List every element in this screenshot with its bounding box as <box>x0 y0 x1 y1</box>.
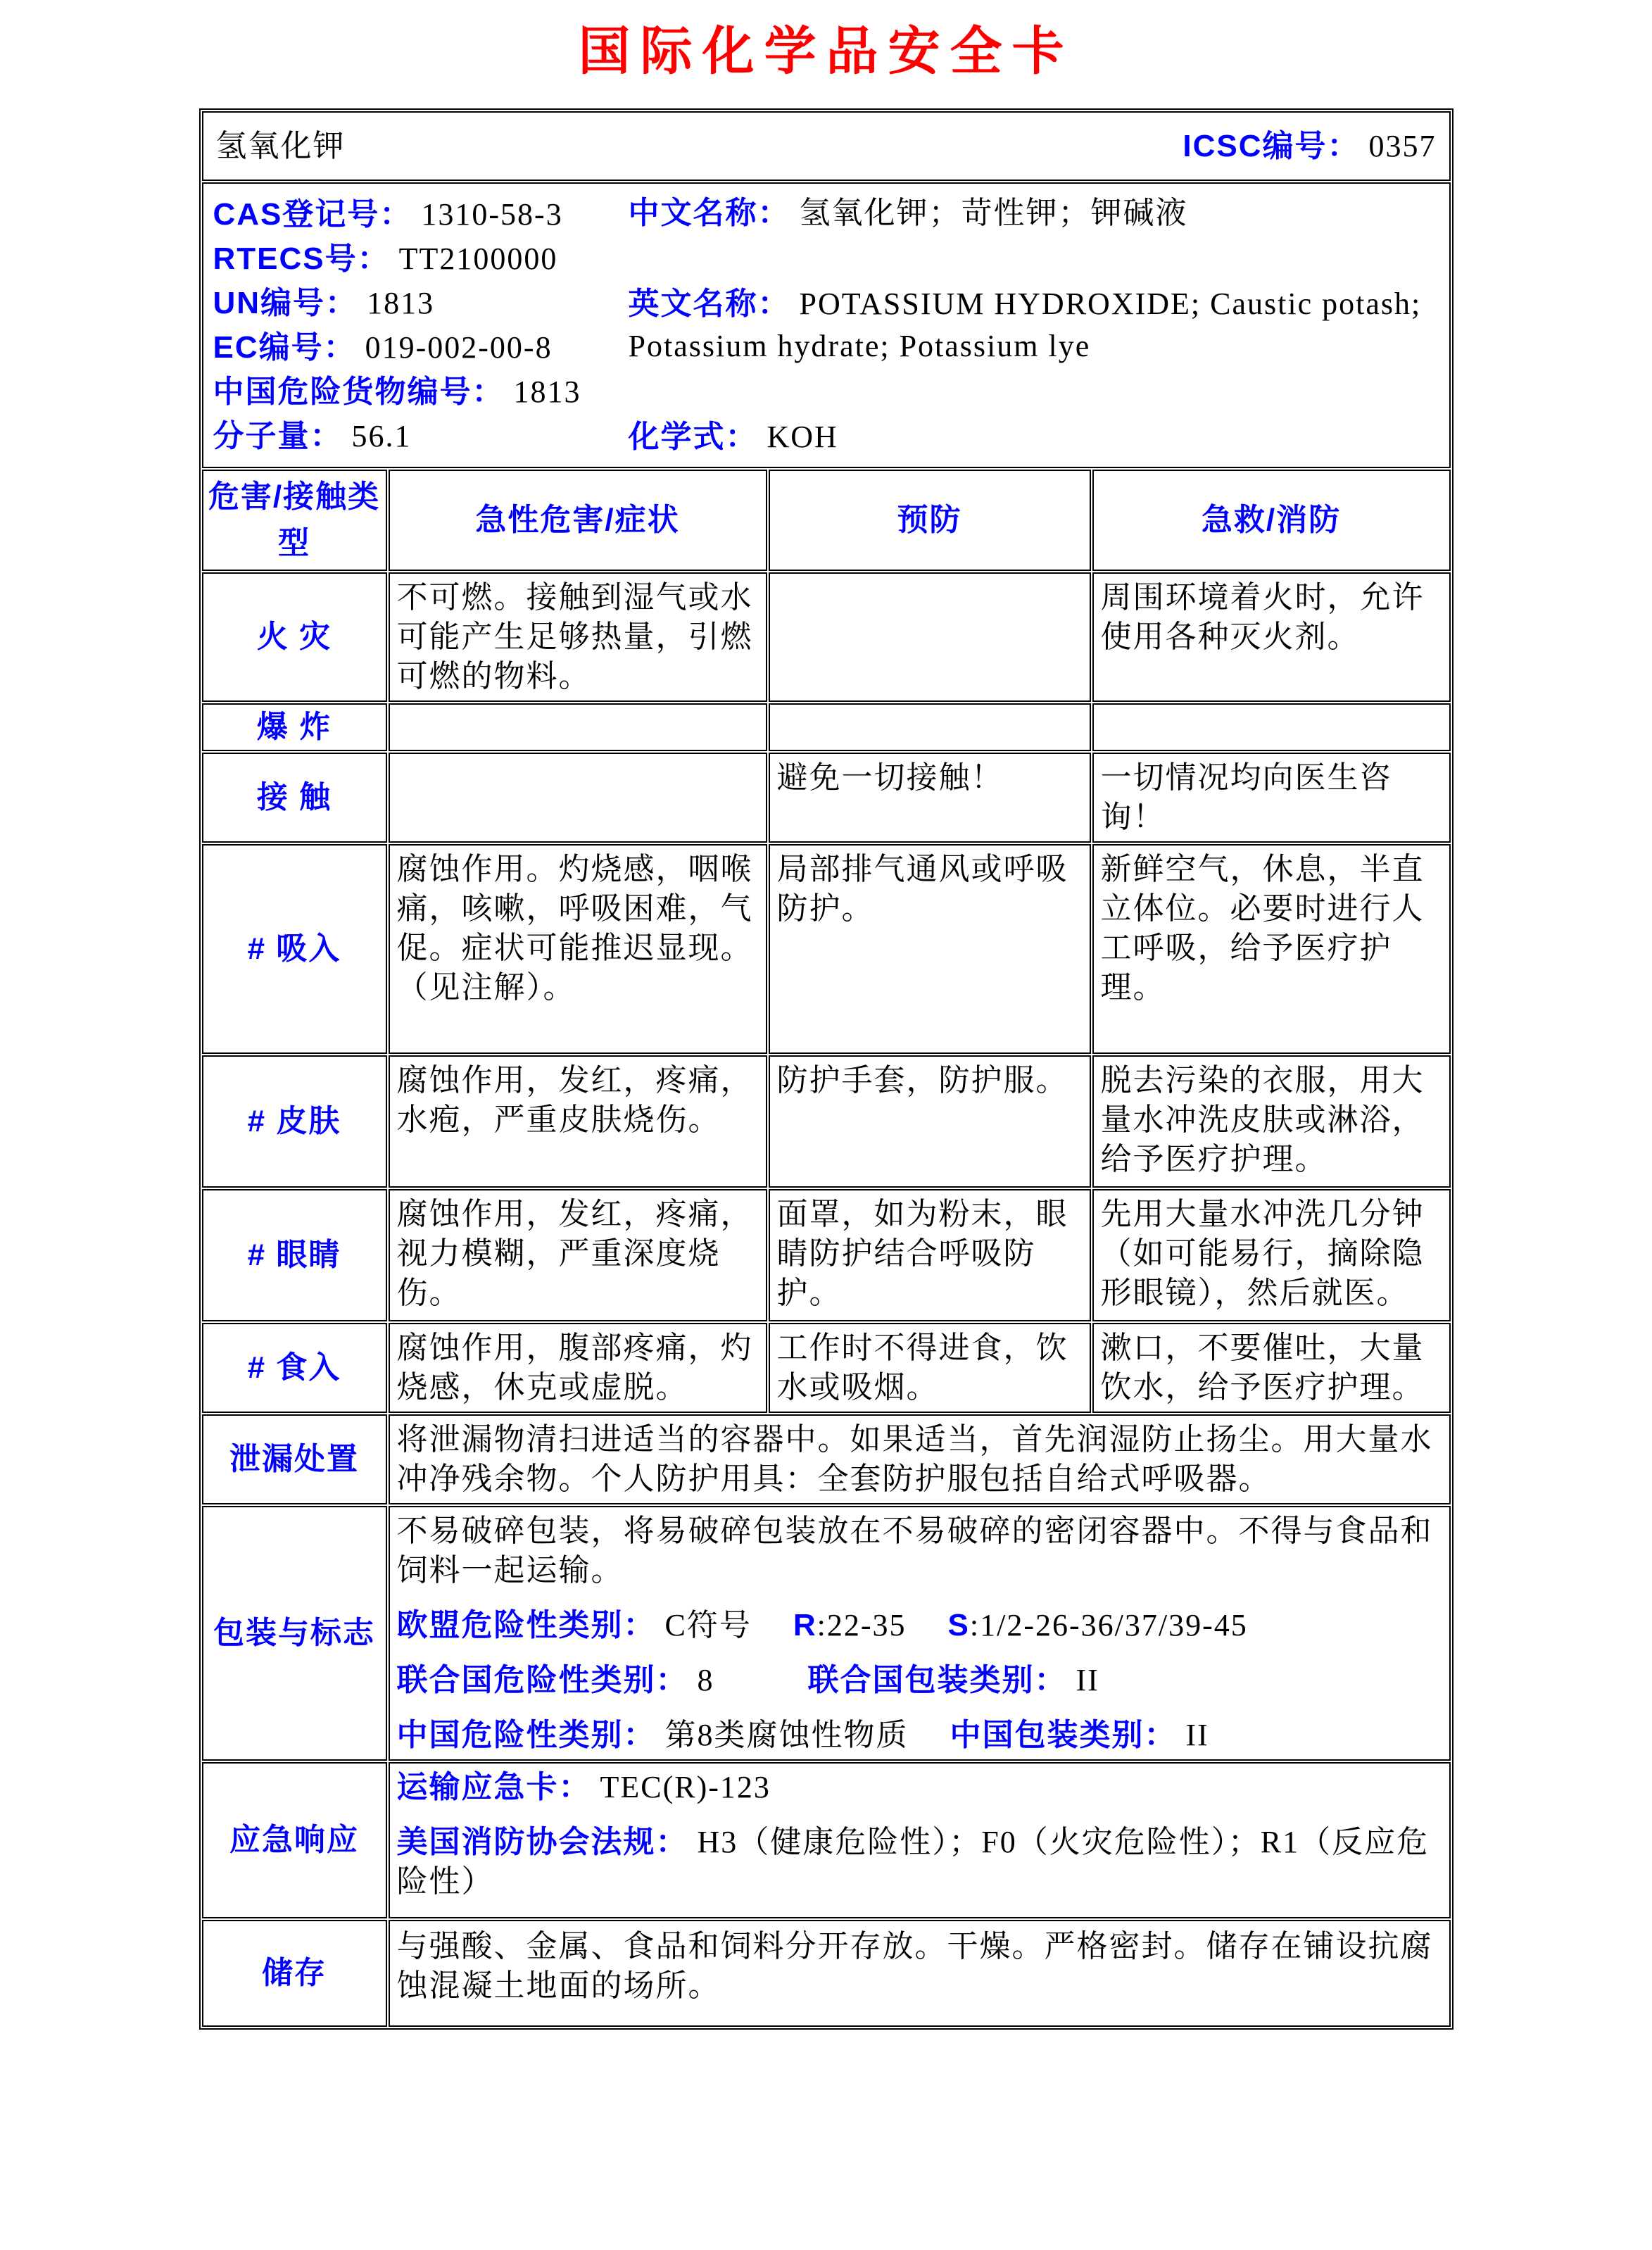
r-phrase-label: R <box>793 1608 817 1642</box>
chinese-name-line <box>629 192 1439 234</box>
packaging-un-line <box>397 1661 1442 1700</box>
china-dg-number-value: 1813 <box>513 375 581 409</box>
molecular-weight-label: 分子量： <box>213 419 343 453</box>
skin-first-aid-cell <box>1092 1055 1451 1188</box>
row-label-contact: 接 触 <box>202 753 387 843</box>
row-label-eyes: # 眼睛 <box>202 1189 387 1321</box>
hazard-row-explosion <box>202 703 1451 751</box>
s-phrase-value: :1/2-26-36/37/39-45 <box>969 1608 1248 1642</box>
name-row-cell <box>202 111 1451 181</box>
english-name-value: POTASSIUM HYDROXIDE; Caustic potash; Potassium hydrate; Potassium lye <box>628 287 1422 363</box>
row-label-fire: 火 灾 <box>202 572 387 702</box>
spill-content-text: 将泄漏物清扫进适当的容器中。如果适当，首先润湿防止扬尘。用大量水冲净残余物。个人防护用具：全套防护服包括自给式呼吸器。 <box>396 1422 1433 1496</box>
header-prevention: 预防 <box>769 470 1091 571</box>
header-first-aid: 急救/消防 <box>1092 470 1451 571</box>
explosion-symptoms-cell <box>389 703 767 751</box>
inhalation-prevention-cell <box>769 844 1091 1054</box>
header-hazard-type: 危害/接触类型 <box>202 470 387 571</box>
inhalation-symptoms-cell <box>389 844 767 1054</box>
skin-prevention-cell <box>769 1055 1091 1188</box>
packaging-content-cell <box>389 1506 1451 1761</box>
identifiers-row <box>202 182 1451 468</box>
contact-first-aid-text: 一切情况均向医生咨询！ <box>1100 760 1392 834</box>
contact-prevention-cell <box>769 753 1091 843</box>
un-number-line <box>213 281 629 325</box>
response-tec-line <box>397 1768 1442 1807</box>
hazard-row-contact <box>202 753 1451 843</box>
eu-class-label: 欧盟危险性类别： <box>396 1608 656 1642</box>
ingestion-symptoms-cell <box>389 1323 767 1413</box>
icsc-card-table <box>199 108 1454 2030</box>
molecular-weight-value: 56.1 <box>351 419 412 453</box>
icsc-number-value: 0357 <box>1368 128 1437 163</box>
un-number-value: 1813 <box>367 286 435 320</box>
skin-first-aid-text: 脱去污染的衣服，用大量水冲洗皮肤或淋浴，给予医疗护理。 <box>1100 1063 1425 1176</box>
eu-class-value: C符号 <box>664 1608 752 1642</box>
packaging-intro: 不易破碎包装，将易破碎包装放在不易破碎的密闭容器中。不得与食品和饲料一起运输。 <box>396 1514 1433 1588</box>
response-nfpa-line <box>397 1823 1442 1902</box>
storage-row <box>202 1920 1451 2027</box>
hazard-row-skin <box>202 1055 1451 1188</box>
eyes-symptoms-cell <box>389 1189 767 1321</box>
rtecs-number-line <box>213 237 629 281</box>
cas-number-value: 1310-58-3 <box>421 197 563 232</box>
packaging-eu-line <box>397 1606 1442 1645</box>
page-title: 国际化学品安全卡 <box>578 22 1074 80</box>
un-class-value: 8 <box>697 1663 714 1697</box>
ingestion-first-aid-text: 漱口，不要催吐，大量饮水，给予医疗护理。 <box>1100 1331 1425 1404</box>
section-label-response: 应急响应 <box>202 1762 387 1918</box>
inhalation-first-aid-text: 新鲜空气，休息，半直立体位。必要时进行人工呼吸，给予医疗护理。 <box>1100 852 1425 1005</box>
row-label-skin: # 皮肤 <box>202 1055 387 1188</box>
hazard-row-inhalation <box>202 844 1451 1054</box>
formula-line <box>629 416 1439 458</box>
row-label-inhalation: # 吸入 <box>202 844 387 1054</box>
un-pack-value: II <box>1076 1663 1099 1697</box>
ingestion-first-aid-cell <box>1092 1323 1451 1413</box>
contact-prevention-text: 避免一切接触！ <box>776 760 1004 795</box>
storage-content-text: 与强酸、金属、食品和饲料分开存放。干燥。严格密封。储存在铺设抗腐蚀混凝土地面的场所。 <box>396 1929 1433 2003</box>
eyes-symptoms-text: 腐蚀作用，发红，疼痛，视力模糊，严重深度烧伤。 <box>396 1197 753 1310</box>
identifiers-cell <box>202 182 1451 468</box>
fire-first-aid-cell <box>1092 572 1451 702</box>
eyes-prevention-cell <box>769 1189 1091 1321</box>
section-label-packaging: 包装与标志 <box>202 1506 387 1761</box>
inhalation-symptoms-text: 腐蚀作用。灼烧感，咽喉痛，咳嗽，呼吸困难，气促。症状可能推迟显现。（见注解）。 <box>396 852 753 1005</box>
packaging-cn-line <box>397 1716 1442 1755</box>
china-dg-number-line <box>213 370 629 414</box>
english-name-label: 英文名称： <box>628 287 790 321</box>
ec-number-line <box>213 325 629 370</box>
r-phrase-value: :22-35 <box>816 1608 907 1642</box>
skin-symptoms-text: 腐蚀作用，发红，疼痛，水疱，严重皮肤烧伤。 <box>396 1063 753 1137</box>
rtecs-number-label: RTECS号： <box>213 241 390 276</box>
tec-card-label: 运输应急卡： <box>396 1770 591 1804</box>
fire-symptoms-text: 不可燃。接触到湿气或水可能产生足够热量，引燃可燃的物料。 <box>396 580 753 693</box>
fire-prevention-cell <box>769 572 1091 702</box>
inhalation-first-aid-cell <box>1092 844 1451 1054</box>
s-phrase-label: S <box>947 1608 970 1642</box>
eyes-first-aid-cell <box>1092 1189 1451 1321</box>
section-label-spill: 泄漏处置 <box>202 1414 387 1504</box>
header-symptoms: 急性危害/症状 <box>389 470 767 571</box>
rtecs-number-value: TT2100000 <box>398 241 558 276</box>
fire-symptoms-cell <box>389 572 767 702</box>
molecular-weight-line <box>213 414 629 458</box>
ingestion-symptoms-text: 腐蚀作用，腹部疼痛，灼烧感，休克或虚脱。 <box>396 1331 753 1404</box>
identifiers-right-column <box>629 192 1439 458</box>
inhalation-prevention-text: 局部排气通风或呼吸防护。 <box>776 852 1068 926</box>
un-number-label: UN编号： <box>213 286 358 320</box>
nfpa-label: 美国消防协会法规： <box>396 1825 688 1859</box>
nfpa-value: H3（健康危险性）；F0（火灾危险性）；R1（反应危险性） <box>396 1825 1430 1899</box>
packaging-row <box>202 1506 1451 1761</box>
section-label-storage: 储存 <box>202 1920 387 2027</box>
contact-first-aid-cell <box>1092 753 1451 843</box>
spill-content-cell <box>389 1414 1451 1504</box>
cn-pack-value: II <box>1185 1718 1209 1752</box>
skin-prevention-text: 防护手套，防护服。 <box>776 1063 1068 1098</box>
identifiers-left-column <box>213 192 629 458</box>
cn-class-value: 第8类腐蚀性物质 <box>664 1718 909 1752</box>
tec-card-value: TEC(R)-123 <box>600 1770 771 1804</box>
storage-content-cell <box>389 1920 1451 2027</box>
formula-label: 化学式： <box>628 420 758 454</box>
hazard-row-ingestion <box>202 1323 1451 1413</box>
ingestion-prevention-cell <box>769 1323 1091 1413</box>
cas-number-label: CAS登记号： <box>213 197 412 232</box>
hazard-row-fire <box>202 572 1451 702</box>
un-class-label: 联合国危险性类别： <box>396 1663 688 1697</box>
icsc-number <box>1183 127 1436 166</box>
fire-first-aid-text: 周围环境着火时，允许使用各种灭火剂。 <box>1100 580 1425 654</box>
cas-number-line <box>213 192 629 237</box>
ec-number-label: EC编号： <box>213 330 356 365</box>
chinese-name-label: 中文名称： <box>628 196 790 230</box>
chemical-name: 氢氧化钾 <box>215 128 346 163</box>
un-pack-label: 联合国包装类别： <box>807 1663 1067 1697</box>
response-row <box>202 1762 1451 1918</box>
spill-row <box>202 1414 1451 1504</box>
explosion-prevention-cell <box>769 703 1091 751</box>
contact-symptoms-cell <box>389 753 767 843</box>
hazard-row-eyes <box>202 1189 1451 1321</box>
response-content-cell <box>389 1762 1451 1918</box>
cn-class-label: 中国危险性类别： <box>396 1718 656 1752</box>
cn-pack-label: 中国包装类别： <box>950 1718 1177 1752</box>
ec-number-value: 019-002-00-8 <box>365 330 553 365</box>
eyes-prevention-text: 面罩，如为粉末，眼睛防护结合呼吸防护。 <box>776 1197 1068 1310</box>
formula-value: KOH <box>767 420 838 454</box>
china-dg-number-label: 中国危险货物编号： <box>213 375 505 409</box>
row-label-explosion: 爆 炸 <box>202 703 387 751</box>
chinese-name-value: 氢氧化钾；苛性钾；钾碱液 <box>799 196 1188 230</box>
name-row <box>202 111 1451 181</box>
icsc-number-label: ICSC编号： <box>1183 128 1360 163</box>
skin-symptoms-cell <box>389 1055 767 1188</box>
english-name-line <box>629 283 1439 367</box>
hazard-header-row <box>202 470 1451 571</box>
row-label-ingestion: # 食入 <box>202 1323 387 1413</box>
eyes-first-aid-text: 先用大量水冲洗几分钟（如可能易行，摘除隐形眼镜），然后就医。 <box>1100 1197 1425 1310</box>
explosion-first-aid-cell <box>1092 703 1451 751</box>
ingestion-prevention-text: 工作时不得进食，饮水或吸烟。 <box>776 1331 1068 1404</box>
